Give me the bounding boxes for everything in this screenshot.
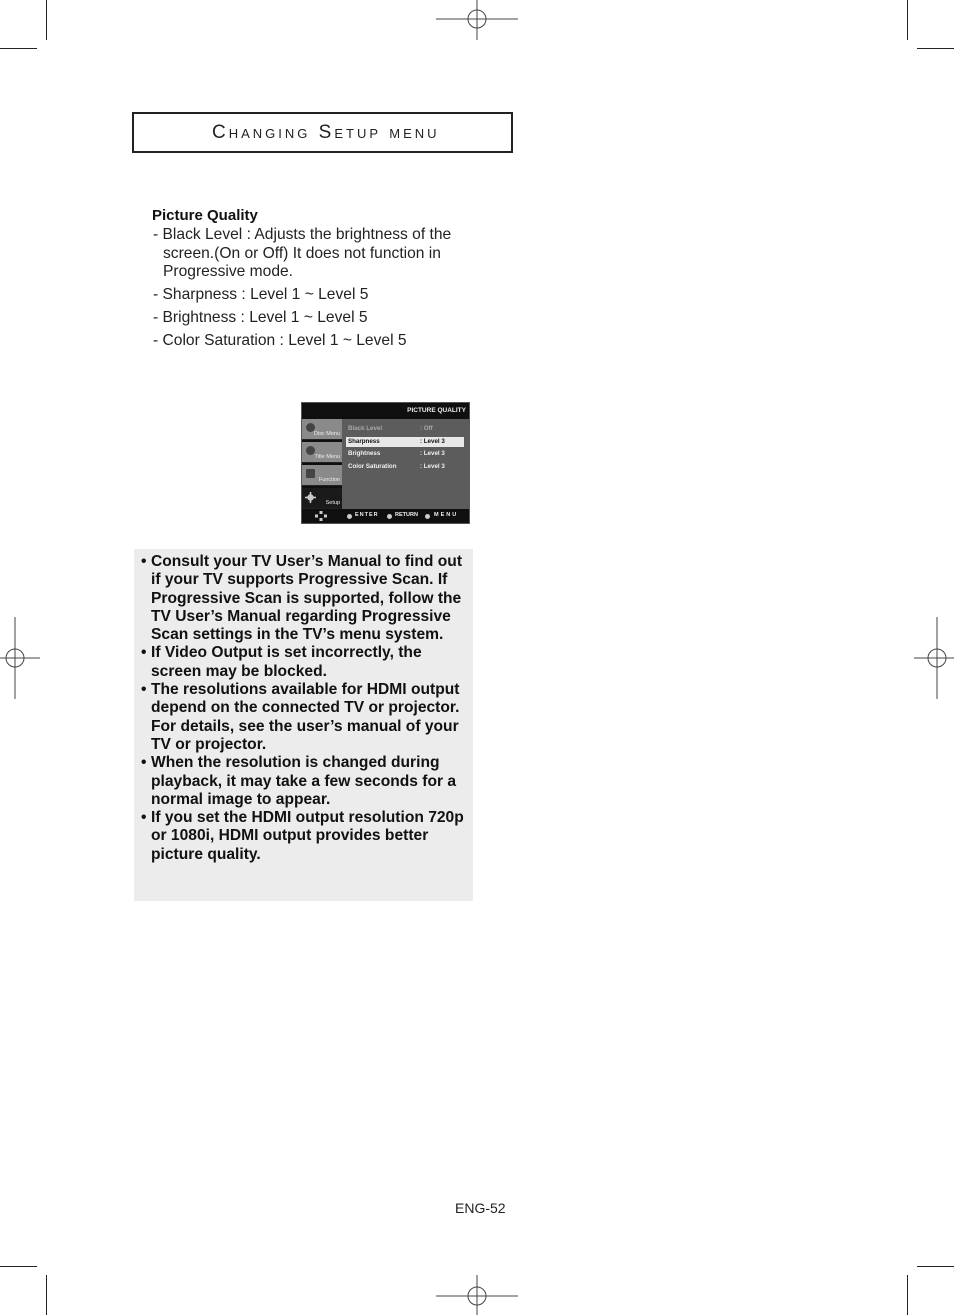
list-item-line: Progressive mode. [163, 263, 294, 280]
page-number: ENG-52 [455, 1200, 506, 1216]
osd-tab-label: Disc Menu [314, 431, 340, 437]
function-icon [306, 469, 315, 478]
osd-row-key: Black Level [348, 425, 383, 432]
osd-row-key: Sharpness [348, 438, 380, 445]
page-title: Changing Setup menu [212, 122, 440, 143]
osd-tab-label: Setup [325, 500, 340, 506]
notes-list [141, 553, 471, 864]
osd-row-black-level[interactable] [346, 424, 464, 434]
registration-mark-bottom [436, 1275, 518, 1315]
note-item: • The resolutions available for HDMI output depend on the connected TV or projector. For details, see the user’s manual of your TV or projector. [141, 681, 471, 754]
list-item-brightness: - Brightness : Level 1 ~ Level 5 [153, 309, 368, 326]
osd-sidebar [302, 419, 342, 511]
crop-mark [46, 0, 47, 40]
osd-row-value: : Level 3 [420, 438, 445, 445]
osd-row-value: : Off [420, 425, 433, 432]
menu-hint: MENU [434, 512, 459, 518]
return-button-icon [387, 514, 392, 519]
osd-footer [302, 509, 469, 523]
osd-tab-title-menu[interactable] [302, 442, 342, 463]
crop-mark [0, 1266, 37, 1267]
list-item-line: - Black Level : Adjusts the brightness of the [153, 226, 452, 243]
registration-mark-top [436, 0, 518, 40]
note-item: • When the resolution is changed during playback, it may take a few seconds for a normal image to appear. [141, 754, 471, 809]
osd-settings-panel [342, 419, 470, 511]
section-title-box [132, 112, 513, 153]
osd-row-color-saturation[interactable] [346, 462, 464, 472]
note-item: • If you set the HDMI output resolution 720p or 1080i, HDMI output provides better picture quality. [141, 809, 471, 864]
osd-tab-function[interactable] [302, 465, 342, 486]
dpad-icon [315, 511, 327, 521]
crop-mark [907, 1275, 908, 1315]
osd-row-brightness[interactable] [346, 449, 464, 459]
osd-tab-setup[interactable] [302, 488, 342, 509]
enter-button-icon [347, 514, 352, 519]
osd-row-key: Color Saturation [348, 463, 397, 470]
osd-tab-disc-menu[interactable] [302, 419, 342, 440]
list-item-sharpness: - Sharpness : Level 1 ~ Level 5 [153, 286, 369, 303]
crop-mark [917, 1266, 954, 1267]
notes-box [134, 549, 473, 901]
osd-row-sharpness[interactable] [346, 437, 464, 447]
crop-mark [917, 48, 954, 49]
osd-screenshot [301, 402, 470, 524]
return-hint: RETURN [395, 512, 418, 518]
list-item-color-saturation: - Color Saturation : Level 1 ~ Level 5 [153, 332, 407, 349]
note-item: • Consult your TV User’s Manual to find out if your TV supports Progressive Scan. If Progressive Scan is supported, follow the TV User’s Manual regarding Progressive Scan settings in the TV’s menu system. [141, 553, 471, 644]
registration-mark-right [914, 617, 954, 699]
crop-mark [0, 48, 37, 49]
registration-mark-left [0, 617, 40, 699]
osd-tab-label: Function [318, 477, 340, 483]
list-item-line: screen.(On or Off) It does not function in [163, 244, 441, 262]
picture-quality-heading: Picture Quality [152, 207, 258, 224]
osd-row-value: : Level 3 [420, 450, 445, 457]
crop-mark [907, 0, 908, 40]
note-item: • If Video Output is set incorrectly, the screen may be blocked. [141, 644, 471, 681]
crop-mark [46, 1275, 47, 1315]
osd-title: PICTURE QUALITY [407, 407, 466, 414]
gear-icon [305, 492, 316, 503]
list-item-black-level [153, 226, 473, 282]
menu-button-icon [425, 514, 430, 519]
enter-hint: ENTER [355, 512, 379, 518]
osd-row-key: Brightness [348, 450, 381, 457]
osd-row-value: : Level 3 [420, 463, 445, 470]
osd-tab-label: Title Menu [314, 454, 340, 460]
